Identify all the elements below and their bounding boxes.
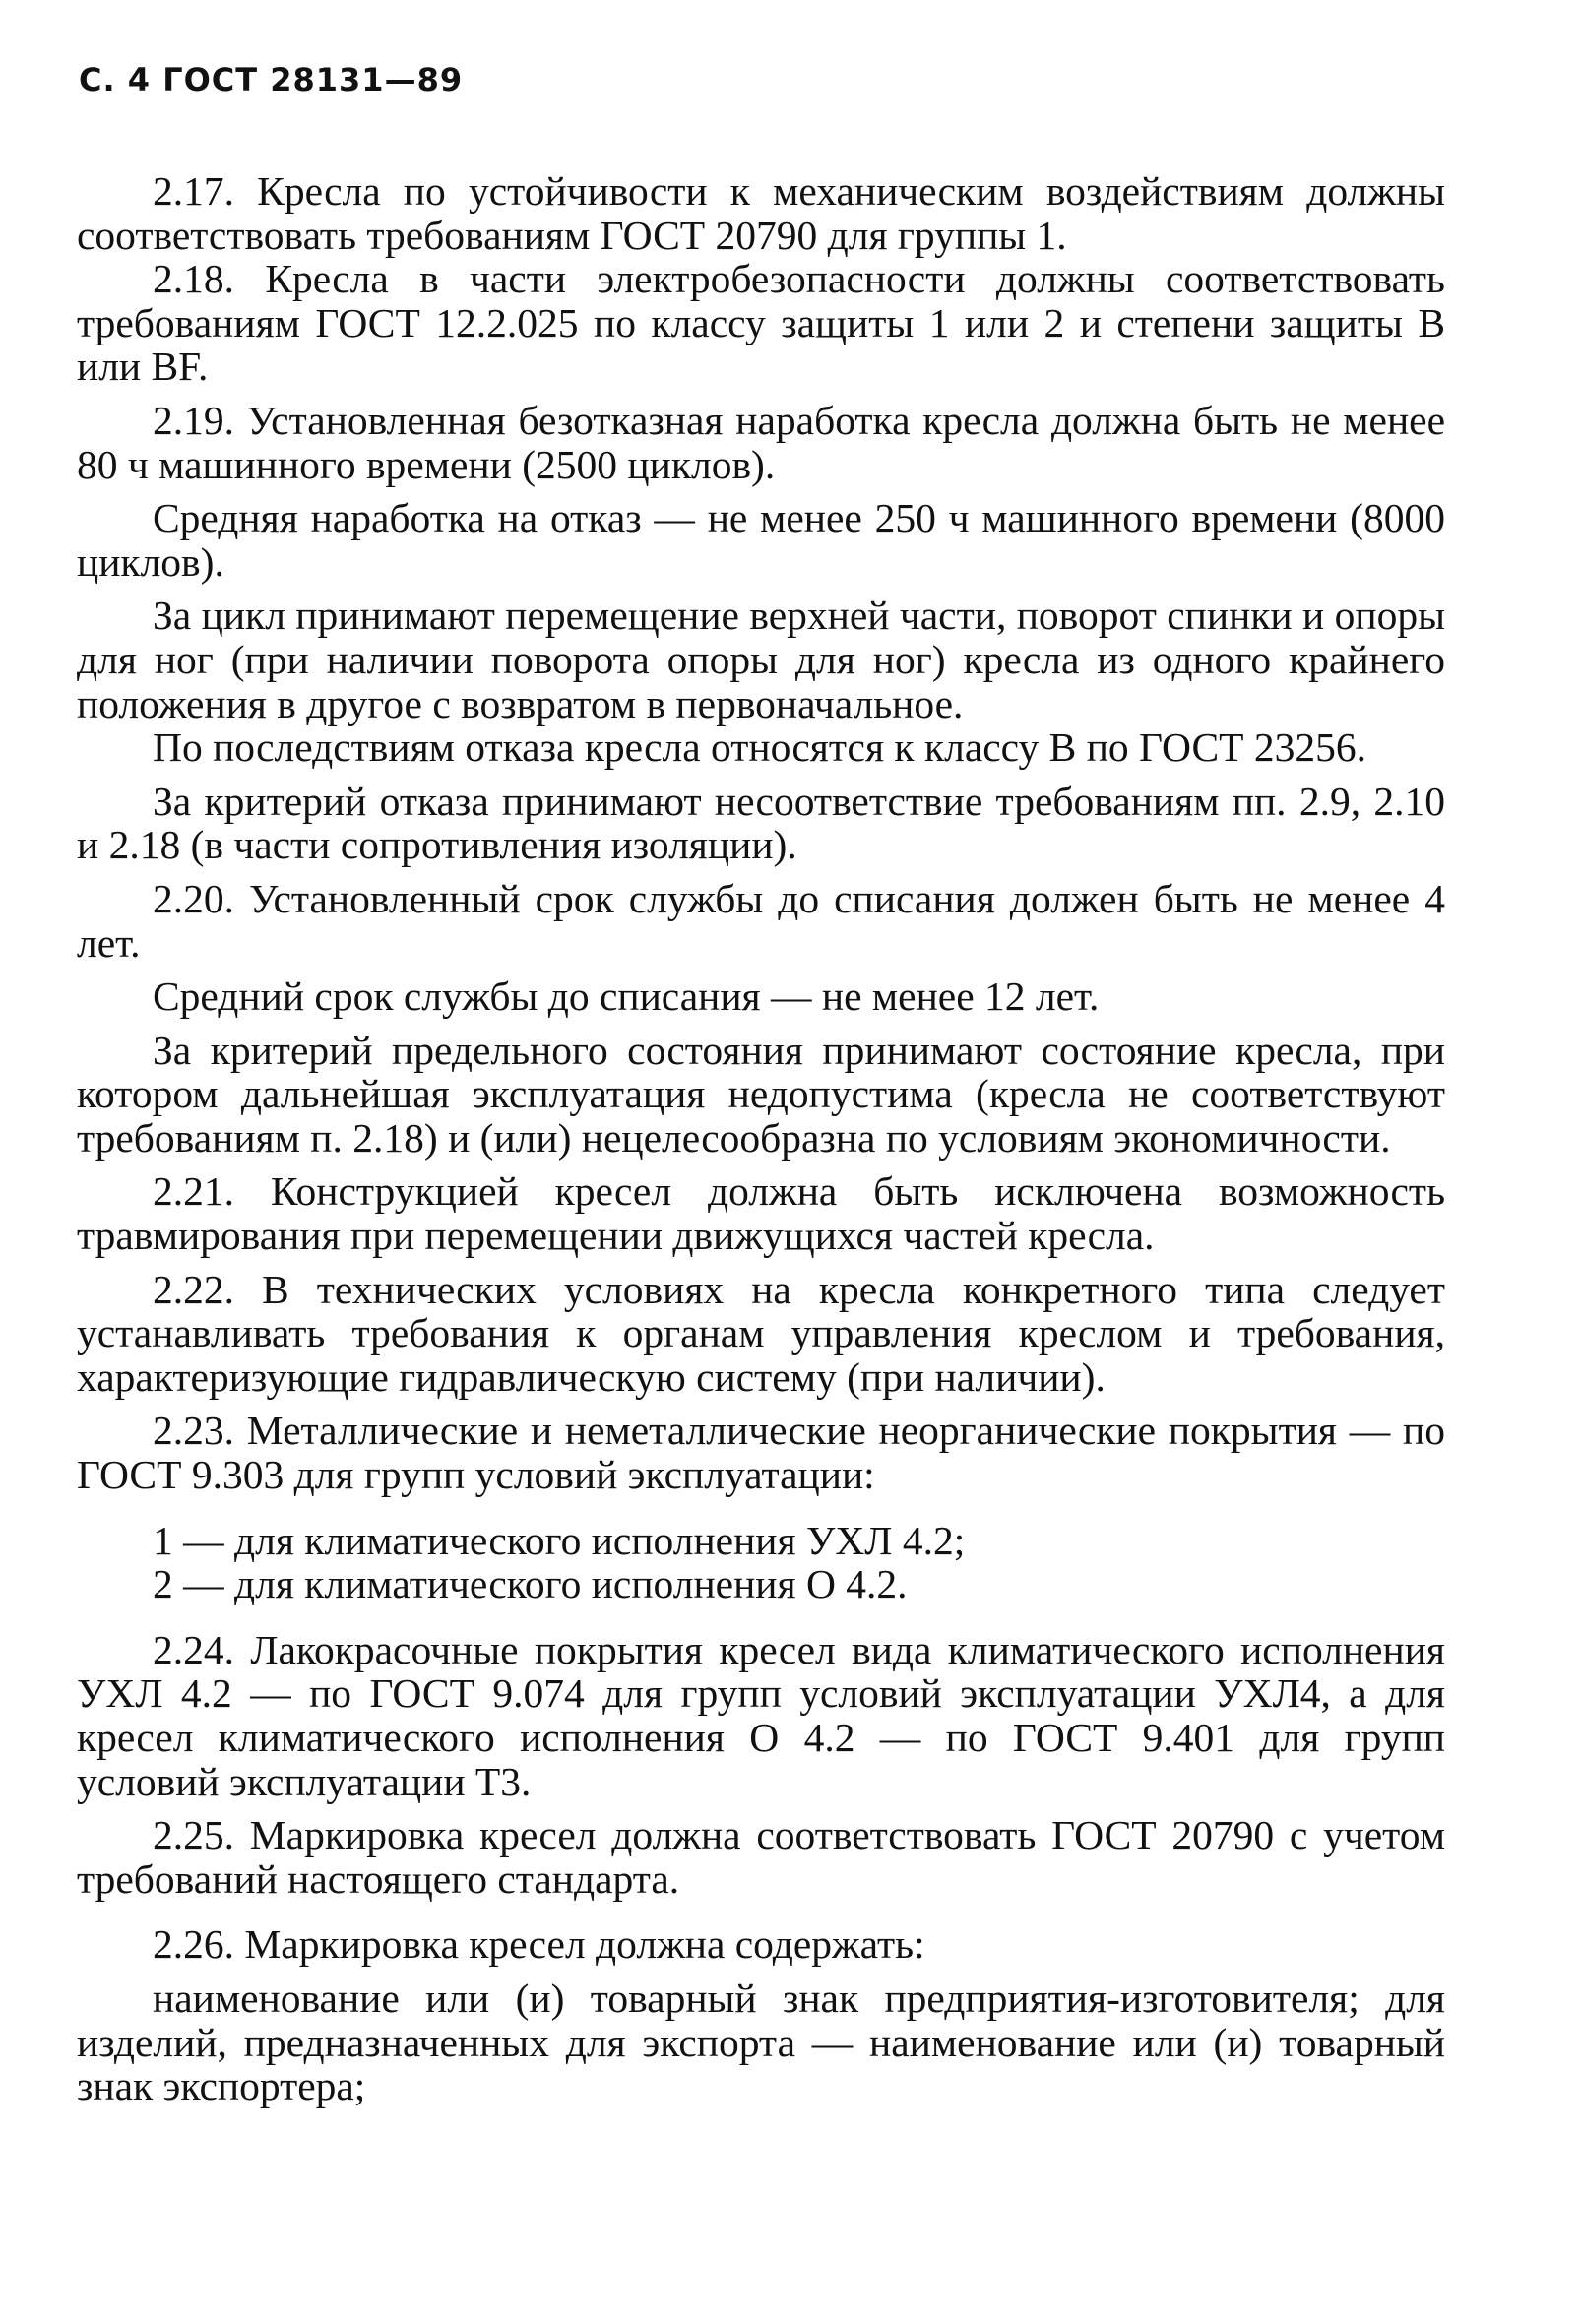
coating-list xyxy=(77,1519,1445,1606)
page-header: С. 4 ГОСТ 28131—89 xyxy=(79,61,464,98)
paragraph-2-19-mean: Средняя наработка на отказ — не менее 250 ч машинного времени (8000 циклов). xyxy=(77,495,1445,585)
paragraph-2-19-class: По последствиям отказа кресла относятся к классу В по ГОСТ 23256. xyxy=(153,724,1367,771)
paragraph-2-22: 2.22. В технических условиях на кресла конкретного типа следует устанавливать требования к органам управления креслом и требования, характеризующие гидравлическую систему (при наличии). xyxy=(77,1266,1445,1400)
paragraph-2-19-criterion: За критерий отказа принимают несоответствие требованиям пп. 2.9, 2.10 и 2.18 (в части сопротивления изоляции). xyxy=(77,778,1445,868)
paragraph-2-26: 2.26. Маркировка кресел должна содержать: xyxy=(153,1921,925,1968)
paragraph-2-19: 2.19. Установленная безотказная наработка кресла должна быть не менее 80 ч машинного времени (2500 циклов). xyxy=(77,397,1445,487)
paragraph-2-20-limit: За критерий предельного состояния принимают состояние кресла, при котором дальнейшая эксплуатация недопустима (кресла не соответствуют требованиям п. 2.18) и (или) нецелесообразна по условиям экономичности. xyxy=(77,1027,1445,1161)
list-item: 2 — для климатического исполнения О 4.2. xyxy=(153,1561,908,1607)
paragraph-2-21: 2.21. Конструкцией кресел должна быть исключена возможность травмирования при перемещении движущихся частей кресла. xyxy=(77,1168,1445,1259)
paragraph-2-20-mean: Средний срок службы до списания — не менее 12 лет. xyxy=(153,974,1100,1020)
paragraph-2-19-cycle: За цикл принимают перемещение верхней части, поворот спинки и опоры для ног (при наличии поворота опоры для ног) кресла из одного крайнего положения в другое с возвратом в первоначальное. xyxy=(77,593,1445,726)
paragraph-2-17: 2.17. Кресла по устойчивости к механическим воздействиям должны соответствовать требованиям ГОСТ 20790 для группы 1. xyxy=(77,168,1445,258)
paragraph-2-23: 2.23. Металлические и неметаллические неорганические покрытия — по ГОСТ 9.303 для групп условий эксплуатации: xyxy=(77,1408,1445,1498)
paragraph-2-18: 2.18. Кресла в части электробезопасности должны соответствовать требованиям ГОСТ 12.2.025 по классу защиты 1 или 2 и степени защиты В или BF. xyxy=(77,256,1445,390)
paragraph-2-25: 2.25. Маркировка кресел должна соответствовать ГОСТ 20790 с учетом требований настоящего стандарта. xyxy=(77,1812,1445,1902)
paragraph-2-20: 2.20. Установленный срок службы до списания должен быть не менее 4 лет. xyxy=(77,875,1445,966)
document-page xyxy=(77,61,1445,2108)
paragraph-2-24: 2.24. Лакокрасочные покрытия кресел вида климатического исполнения УХЛ 4.2 — по ГОСТ 9.074 для групп условий эксплуатации УХЛ4, а для кресел климатического исполнения О 4.2 — по ГОСТ 9.401 для групп условий эксплуатации Т3. xyxy=(77,1626,1445,1804)
list-item: 1 — для климатического исполнения УХЛ 4.2; xyxy=(153,1517,966,1563)
paragraph-2-26-content: наименование или (и) товарный знак предприятия-изготовителя; для изделий, предназначенных для экспорта — наименование или (и) товарный знак экспортера; xyxy=(77,1975,1445,2109)
